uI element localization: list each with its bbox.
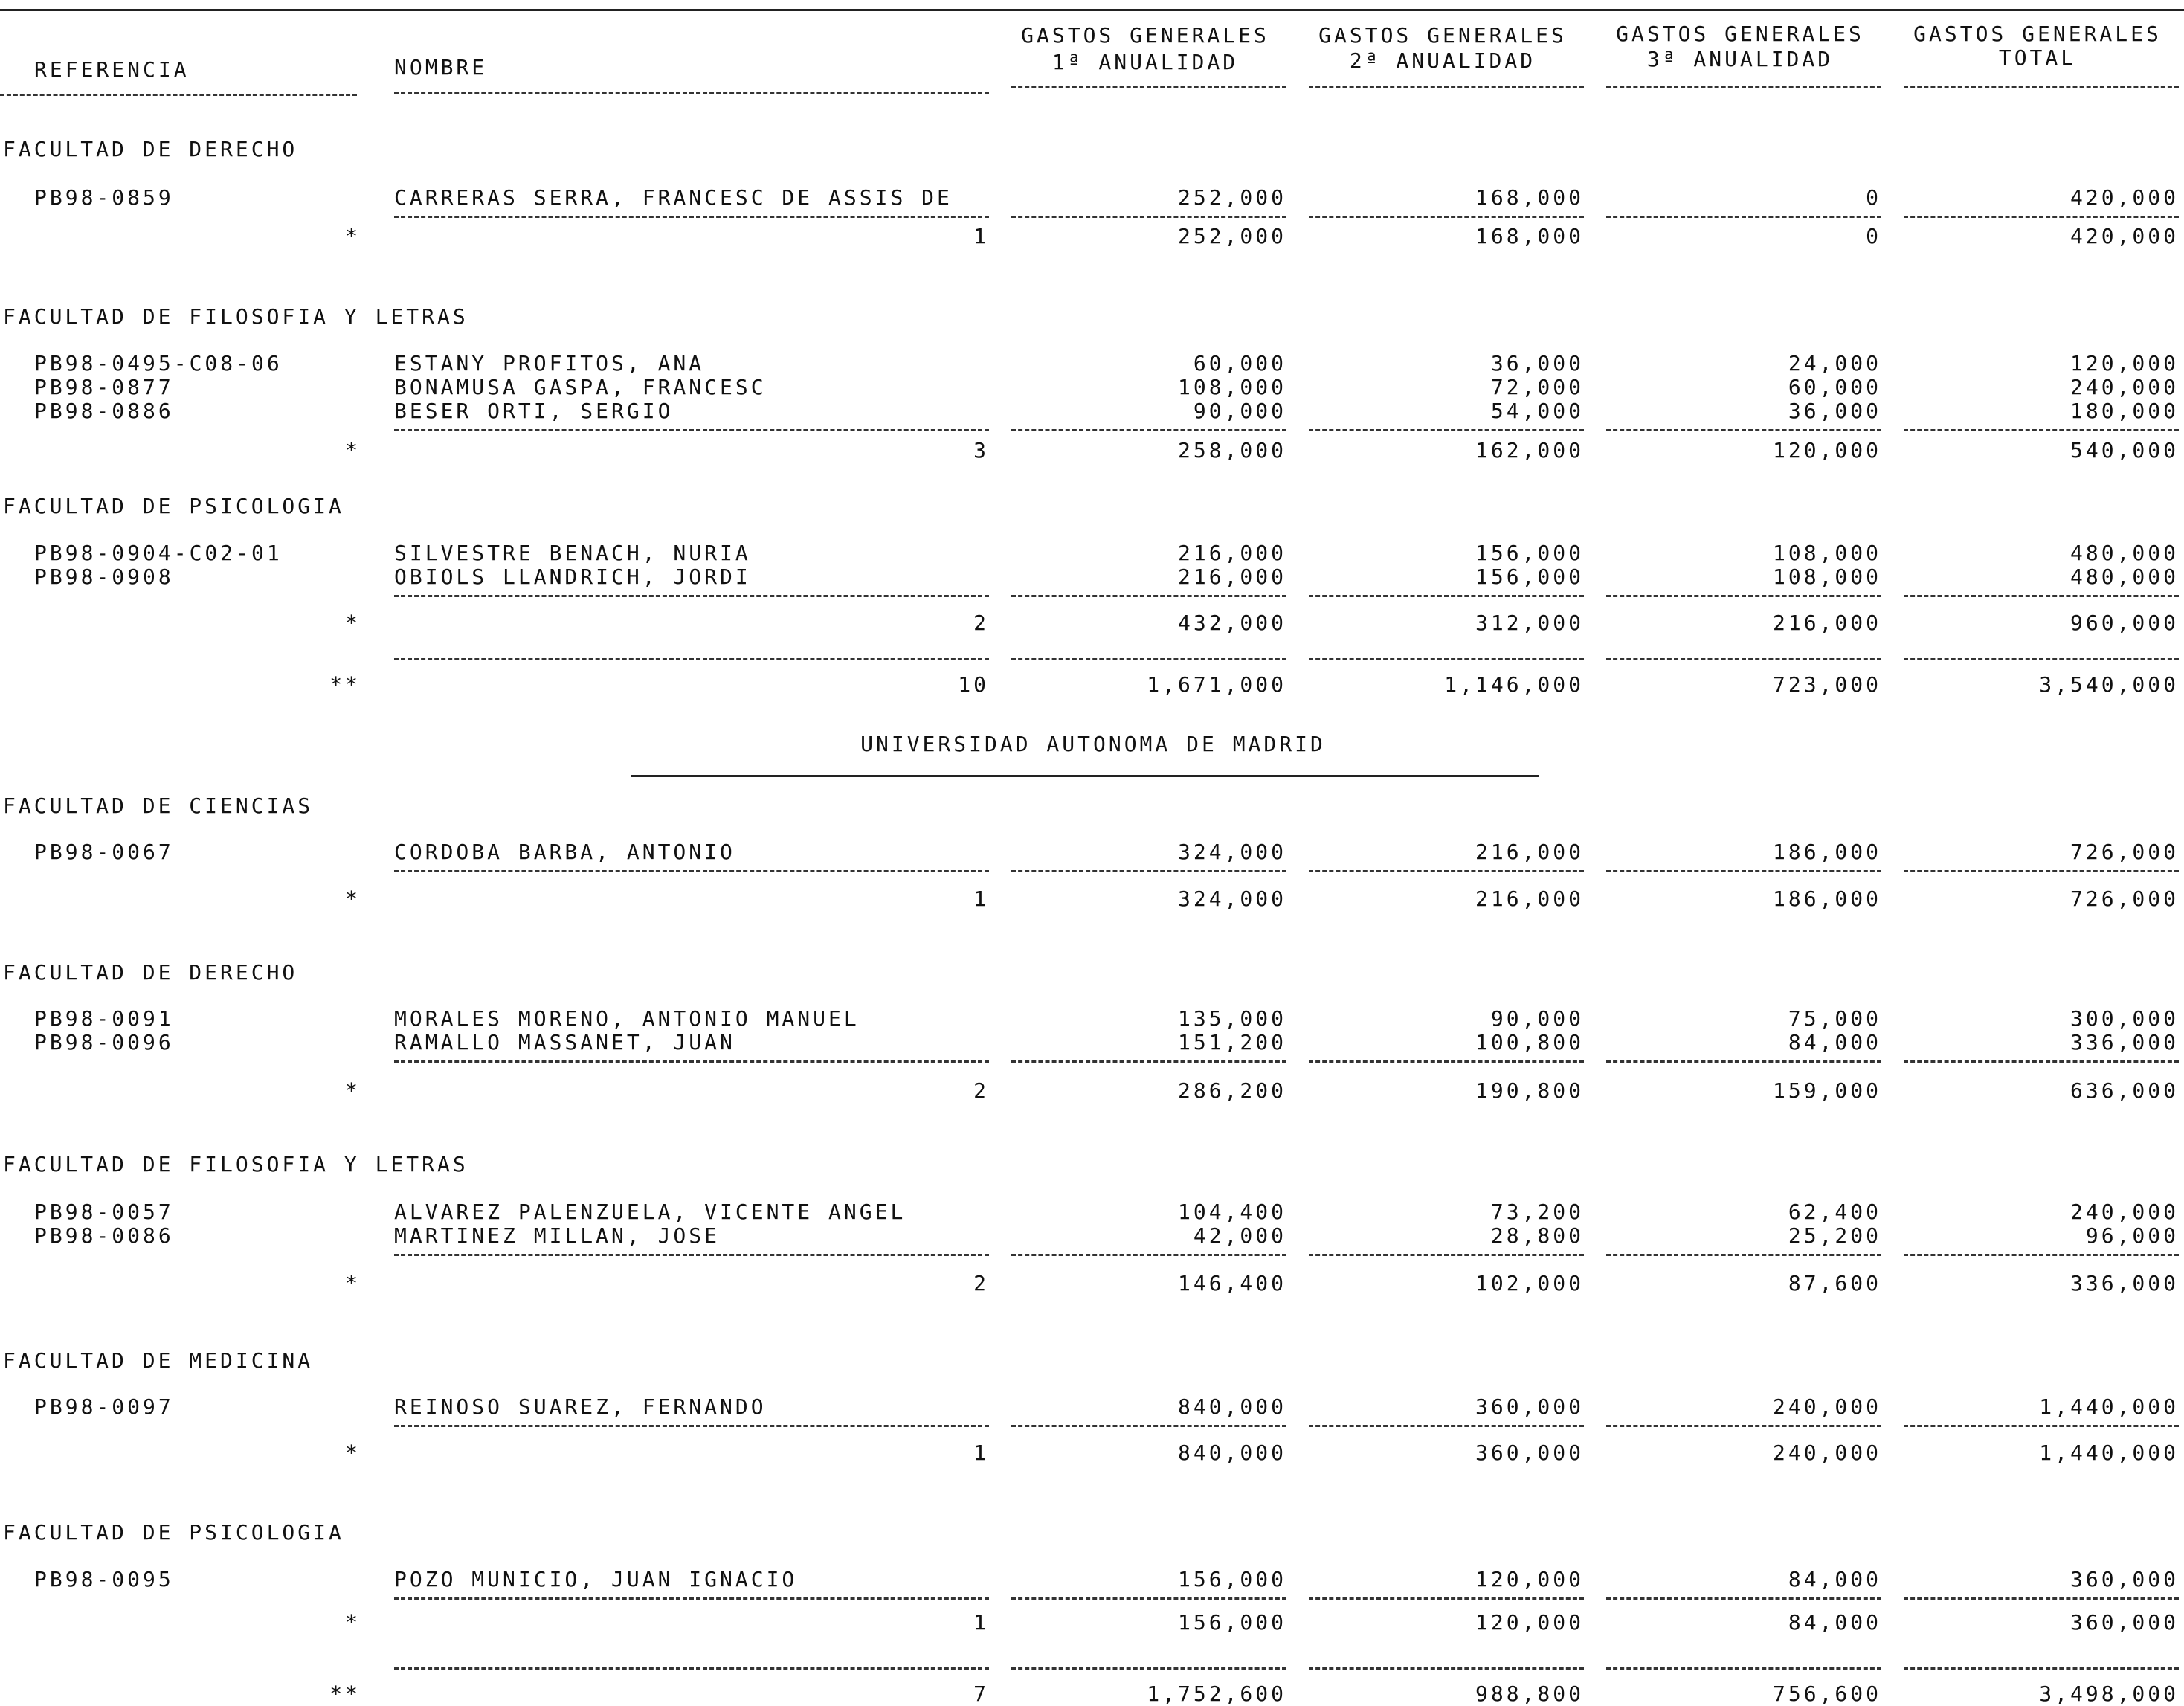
subtotal-value-2: 312,000 bbox=[1475, 611, 1584, 635]
row-name: RAMALLO MASSANET, JUAN bbox=[394, 1030, 735, 1055]
total-separator-col3 bbox=[1606, 658, 1881, 660]
subtotal-value-3: 216,000 bbox=[1772, 611, 1881, 635]
row-name: BESER ORTI, SERGIO bbox=[394, 399, 674, 423]
subtotal-value-4: 1,440,000 bbox=[2039, 1441, 2179, 1465]
row-value-2: 28,800 bbox=[1490, 1223, 1584, 1248]
university-title: UNIVERSIDAD AUTONOMA DE MADRID bbox=[860, 732, 1326, 756]
subtotal-value-4: 726,000 bbox=[2069, 886, 2179, 911]
subtotal-count: 1 bbox=[973, 1441, 989, 1465]
row-value-1: 216,000 bbox=[1177, 541, 1286, 565]
row-name: CARRERAS SERRA, FRANCESC DE ASSIS DE bbox=[394, 185, 953, 210]
subtotal-separator-col2 bbox=[1309, 429, 1584, 431]
row-reference: PB98-0086 bbox=[34, 1223, 174, 1248]
subtotal-value-4: 420,000 bbox=[2069, 224, 2179, 248]
row-value-2: 216,000 bbox=[1475, 840, 1584, 864]
subtotal-value-1: 432,000 bbox=[1177, 611, 1286, 635]
row-value-4: 726,000 bbox=[2069, 840, 2179, 864]
subtotal-separator-col3 bbox=[1606, 1425, 1881, 1427]
subtotal-value-1: 258,000 bbox=[1177, 438, 1286, 463]
total-mark: ** bbox=[329, 1681, 361, 1706]
subtotal-separator-name bbox=[394, 595, 989, 597]
subtotal-separator-col4 bbox=[1904, 429, 2179, 431]
header-col1-line1: GASTOS GENERALES bbox=[1021, 23, 1269, 48]
subtotal-count: 1 bbox=[973, 886, 989, 911]
subtotal-value-3: 240,000 bbox=[1772, 1441, 1881, 1465]
subtotal-value-4: 336,000 bbox=[2069, 1271, 2179, 1295]
row-value-2: 100,800 bbox=[1475, 1030, 1584, 1055]
row-value-1: 151,200 bbox=[1177, 1030, 1286, 1055]
subtotal-value-2: 102,000 bbox=[1475, 1271, 1584, 1295]
subtotal-separator-col2 bbox=[1309, 216, 1584, 218]
row-value-3: 108,000 bbox=[1772, 541, 1881, 565]
subtotal-value-1: 286,200 bbox=[1177, 1078, 1286, 1103]
row-reference: PB98-0908 bbox=[34, 564, 174, 589]
row-value-3: 36,000 bbox=[1788, 399, 1881, 423]
subtotal-separator-col3 bbox=[1606, 429, 1881, 431]
subtotal-value-2: 120,000 bbox=[1475, 1610, 1584, 1635]
subtotal-mark: * bbox=[345, 1441, 361, 1465]
row-reference: PB98-0904-C02-01 bbox=[34, 541, 283, 565]
subtotal-mark: * bbox=[345, 611, 361, 635]
subtotal-separator-name bbox=[394, 1425, 989, 1427]
row-value-1: 108,000 bbox=[1177, 375, 1286, 399]
total-value-2: 988,800 bbox=[1475, 1681, 1584, 1706]
subtotal-count: 2 bbox=[973, 1271, 989, 1295]
top-rule bbox=[0, 9, 2184, 11]
row-value-4: 180,000 bbox=[2069, 399, 2179, 423]
row-value-4: 480,000 bbox=[2069, 541, 2179, 565]
row-name: REINOSO SUAREZ, FERNANDO bbox=[394, 1394, 767, 1419]
header-underline-col3 bbox=[1606, 86, 1881, 88]
header-col4-line2: TOTAL bbox=[1998, 45, 2077, 70]
row-value-3: 75,000 bbox=[1788, 1006, 1881, 1031]
subtotal-separator-col3 bbox=[1606, 216, 1881, 218]
subtotal-separator-col1 bbox=[1011, 216, 1286, 218]
total-separator-name bbox=[394, 658, 989, 660]
header-col2-line1: GASTOS GENERALES bbox=[1318, 23, 1567, 48]
row-name: ALVAREZ PALENZUELA, VICENTE ANGEL bbox=[394, 1200, 906, 1224]
subtotal-mark: * bbox=[345, 1271, 361, 1295]
subtotal-separator-name bbox=[394, 216, 989, 218]
row-value-2: 73,200 bbox=[1490, 1200, 1584, 1224]
subtotal-value-4: 960,000 bbox=[2069, 611, 2179, 635]
total-value-3: 756,600 bbox=[1772, 1681, 1881, 1706]
subtotal-value-3: 159,000 bbox=[1772, 1078, 1881, 1103]
row-value-4: 120,000 bbox=[2069, 351, 2179, 376]
header-col2-line2: 2ª ANUALIDAD bbox=[1349, 48, 1536, 73]
row-value-3: 24,000 bbox=[1788, 351, 1881, 376]
row-value-4: 96,000 bbox=[2085, 1223, 2179, 1248]
subtotal-separator-col3 bbox=[1606, 1060, 1881, 1063]
row-value-1: 156,000 bbox=[1177, 1567, 1286, 1591]
total-separator-col2 bbox=[1309, 1667, 1584, 1670]
subtotal-separator-col3 bbox=[1606, 870, 1881, 872]
row-reference: PB98-0095 bbox=[34, 1567, 174, 1591]
subtotal-separator-col1 bbox=[1011, 1060, 1286, 1063]
row-value-3: 60,000 bbox=[1788, 375, 1881, 399]
total-value-4: 3,498,000 bbox=[2039, 1681, 2179, 1706]
faculty-heading: FACULTAD DE FILOSOFIA Y LETRAS bbox=[3, 1152, 468, 1177]
row-reference: PB98-0057 bbox=[34, 1200, 174, 1224]
header-underline-col2 bbox=[1309, 86, 1584, 88]
subtotal-count: 3 bbox=[973, 438, 989, 463]
row-value-2: 54,000 bbox=[1490, 399, 1584, 423]
subtotal-separator-col4 bbox=[1904, 595, 2179, 597]
row-value-1: 252,000 bbox=[1177, 185, 1286, 210]
subtotal-separator-name bbox=[394, 1060, 989, 1063]
total-mark: ** bbox=[329, 672, 361, 697]
row-value-2: 72,000 bbox=[1490, 375, 1584, 399]
row-value-1: 135,000 bbox=[1177, 1006, 1286, 1031]
total-separator-col4 bbox=[1904, 1667, 2179, 1670]
row-value-1: 104,400 bbox=[1177, 1200, 1286, 1224]
total-count: 10 bbox=[958, 672, 989, 697]
row-reference: PB98-0091 bbox=[34, 1006, 174, 1031]
total-count: 7 bbox=[973, 1681, 989, 1706]
subtotal-count: 1 bbox=[973, 1610, 989, 1635]
row-name: SILVESTRE BENACH, NURIA bbox=[394, 541, 751, 565]
subtotal-value-1: 156,000 bbox=[1177, 1610, 1286, 1635]
subtotal-count: 2 bbox=[973, 1078, 989, 1103]
subtotal-value-4: 636,000 bbox=[2069, 1078, 2179, 1103]
row-value-1: 90,000 bbox=[1193, 399, 1286, 423]
row-name: MORALES MORENO, ANTONIO MANUEL bbox=[394, 1006, 860, 1031]
subtotal-separator-col1 bbox=[1011, 1254, 1286, 1256]
total-separator-col1 bbox=[1011, 658, 1286, 660]
row-reference: PB98-0097 bbox=[34, 1394, 174, 1419]
total-value-1: 1,752,600 bbox=[1147, 1681, 1286, 1706]
row-value-3: 25,200 bbox=[1788, 1223, 1881, 1248]
row-value-4: 420,000 bbox=[2069, 185, 2179, 210]
faculty-heading: FACULTAD DE MEDICINA bbox=[3, 1348, 314, 1373]
subtotal-separator-col3 bbox=[1606, 1254, 1881, 1256]
subtotal-separator-name bbox=[394, 1597, 989, 1600]
row-value-1: 840,000 bbox=[1177, 1394, 1286, 1419]
row-value-2: 156,000 bbox=[1475, 541, 1584, 565]
subtotal-separator-col2 bbox=[1309, 1254, 1584, 1256]
subtotal-count: 2 bbox=[973, 611, 989, 635]
header-nombre: NOMBRE bbox=[394, 55, 488, 80]
subtotal-mark: * bbox=[345, 1610, 361, 1635]
row-name: MARTINEZ MILLAN, JOSE bbox=[394, 1223, 721, 1248]
row-value-2: 90,000 bbox=[1490, 1006, 1584, 1031]
subtotal-separator-col2 bbox=[1309, 1597, 1584, 1600]
subtotal-separator-col4 bbox=[1904, 1597, 2179, 1600]
subtotal-separator-col1 bbox=[1011, 870, 1286, 872]
subtotal-value-2: 360,000 bbox=[1475, 1441, 1584, 1465]
subtotal-mark: * bbox=[345, 224, 361, 248]
total-separator-col2 bbox=[1309, 658, 1584, 660]
row-value-3: 84,000 bbox=[1788, 1567, 1881, 1591]
row-reference: PB98-0495-C08-06 bbox=[34, 351, 283, 376]
row-value-4: 240,000 bbox=[2069, 375, 2179, 399]
row-name: POZO MUNICIO, JUAN IGNACIO bbox=[394, 1567, 798, 1591]
row-value-2: 360,000 bbox=[1475, 1394, 1584, 1419]
row-value-3: 0 bbox=[1866, 185, 1881, 210]
header-referencia: REFERENCIA bbox=[34, 57, 190, 82]
subtotal-value-1: 840,000 bbox=[1177, 1441, 1286, 1465]
subtotal-value-2: 190,800 bbox=[1475, 1078, 1584, 1103]
subtotal-mark: * bbox=[345, 886, 361, 911]
subtotal-value-3: 84,000 bbox=[1788, 1610, 1881, 1635]
subtotal-separator-col1 bbox=[1011, 595, 1286, 597]
total-separator-col1 bbox=[1011, 1667, 1286, 1670]
faculty-heading: FACULTAD DE CIENCIAS bbox=[3, 794, 314, 818]
subtotal-separator-col4 bbox=[1904, 1060, 2179, 1063]
total-value-3: 723,000 bbox=[1772, 672, 1881, 697]
row-value-1: 324,000 bbox=[1177, 840, 1286, 864]
total-value-2: 1,146,000 bbox=[1444, 672, 1584, 697]
subtotal-separator-col4 bbox=[1904, 1254, 2179, 1256]
header-underline-referencia bbox=[0, 94, 357, 96]
subtotal-value-3: 120,000 bbox=[1772, 438, 1881, 463]
total-value-1: 1,671,000 bbox=[1147, 672, 1286, 697]
header-underline-col1 bbox=[1011, 86, 1286, 88]
subtotal-value-3: 186,000 bbox=[1772, 886, 1881, 911]
subtotal-separator-name bbox=[394, 1254, 989, 1256]
faculty-heading: FACULTAD DE FILOSOFIA Y LETRAS bbox=[3, 304, 468, 329]
subtotal-separator-col2 bbox=[1309, 1060, 1584, 1063]
subtotal-value-4: 540,000 bbox=[2069, 438, 2179, 463]
faculty-heading: FACULTAD DE DERECHO bbox=[3, 137, 298, 161]
subtotal-value-1: 252,000 bbox=[1177, 224, 1286, 248]
row-value-4: 300,000 bbox=[2069, 1006, 2179, 1031]
subtotal-separator-col1 bbox=[1011, 1425, 1286, 1427]
subtotal-value-1: 324,000 bbox=[1177, 886, 1286, 911]
row-reference: PB98-0096 bbox=[34, 1030, 174, 1055]
faculty-heading: FACULTAD DE DERECHO bbox=[3, 960, 298, 985]
subtotal-mark: * bbox=[345, 1078, 361, 1103]
subtotal-separator-col4 bbox=[1904, 216, 2179, 218]
row-value-4: 360,000 bbox=[2069, 1567, 2179, 1591]
row-value-3: 186,000 bbox=[1772, 840, 1881, 864]
subtotal-value-2: 162,000 bbox=[1475, 438, 1584, 463]
total-separator-col4 bbox=[1904, 658, 2179, 660]
subtotal-value-2: 216,000 bbox=[1475, 886, 1584, 911]
subtotal-separator-col3 bbox=[1606, 595, 1881, 597]
row-value-1: 60,000 bbox=[1193, 351, 1286, 376]
row-value-3: 62,400 bbox=[1788, 1200, 1881, 1224]
subtotal-separator-col2 bbox=[1309, 595, 1584, 597]
subtotal-separator-col3 bbox=[1606, 1597, 1881, 1600]
header-col1-line2: 1ª ANUALIDAD bbox=[1051, 50, 1239, 74]
subtotal-separator-name bbox=[394, 429, 989, 431]
subtotal-count: 1 bbox=[973, 224, 989, 248]
row-reference: PB98-0886 bbox=[34, 399, 174, 423]
row-value-4: 240,000 bbox=[2069, 1200, 2179, 1224]
header-underline-nombre bbox=[394, 92, 989, 94]
subtotal-value-1: 146,400 bbox=[1177, 1271, 1286, 1295]
row-value-4: 336,000 bbox=[2069, 1030, 2179, 1055]
subtotal-separator-col4 bbox=[1904, 1425, 2179, 1427]
header-underline-col4 bbox=[1904, 86, 2179, 88]
row-name: BONAMUSA GASPA, FRANCESC bbox=[394, 375, 767, 399]
subtotal-separator-col1 bbox=[1011, 429, 1286, 431]
row-value-2: 120,000 bbox=[1475, 1567, 1584, 1591]
row-reference: PB98-0877 bbox=[34, 375, 174, 399]
row-value-4: 480,000 bbox=[2069, 564, 2179, 589]
subtotal-value-3: 87,600 bbox=[1788, 1271, 1881, 1295]
faculty-heading: FACULTAD DE PSICOLOGIA bbox=[3, 1520, 344, 1545]
row-value-2: 36,000 bbox=[1490, 351, 1584, 376]
total-separator-col3 bbox=[1606, 1667, 1881, 1670]
header-col3-line2: 3ª ANUALIDAD bbox=[1646, 47, 1834, 71]
university-rule bbox=[631, 775, 1539, 777]
subtotal-mark: * bbox=[345, 438, 361, 463]
subtotal-separator-col1 bbox=[1011, 1597, 1286, 1600]
header-col4-line1: GASTOS GENERALES bbox=[1913, 22, 2162, 46]
row-name: ESTANY PROFITOS, ANA bbox=[394, 351, 705, 376]
row-reference: PB98-0067 bbox=[34, 840, 174, 864]
subtotal-separator-col2 bbox=[1309, 1425, 1584, 1427]
row-value-2: 156,000 bbox=[1475, 564, 1584, 589]
row-value-1: 42,000 bbox=[1193, 1223, 1286, 1248]
total-separator-name bbox=[394, 1667, 989, 1670]
total-value-4: 3,540,000 bbox=[2039, 672, 2179, 697]
subtotal-value-4: 360,000 bbox=[2069, 1610, 2179, 1635]
subtotal-separator-col4 bbox=[1904, 870, 2179, 872]
subtotal-value-3: 0 bbox=[1866, 224, 1881, 248]
subtotal-separator-col2 bbox=[1309, 870, 1584, 872]
header-col3-line1: GASTOS GENERALES bbox=[1616, 22, 1864, 46]
row-value-2: 168,000 bbox=[1475, 185, 1584, 210]
subtotal-separator-name bbox=[394, 870, 989, 872]
row-value-3: 240,000 bbox=[1772, 1394, 1881, 1419]
row-value-4: 1,440,000 bbox=[2039, 1394, 2179, 1419]
row-name: CORDOBA BARBA, ANTONIO bbox=[394, 840, 735, 864]
faculty-heading: FACULTAD DE PSICOLOGIA bbox=[3, 494, 344, 518]
row-name: OBIOLS LLANDRICH, JORDI bbox=[394, 564, 751, 589]
row-value-3: 108,000 bbox=[1772, 564, 1881, 589]
row-value-1: 216,000 bbox=[1177, 564, 1286, 589]
row-value-3: 84,000 bbox=[1788, 1030, 1881, 1055]
row-reference: PB98-0859 bbox=[34, 185, 174, 210]
subtotal-value-2: 168,000 bbox=[1475, 224, 1584, 248]
